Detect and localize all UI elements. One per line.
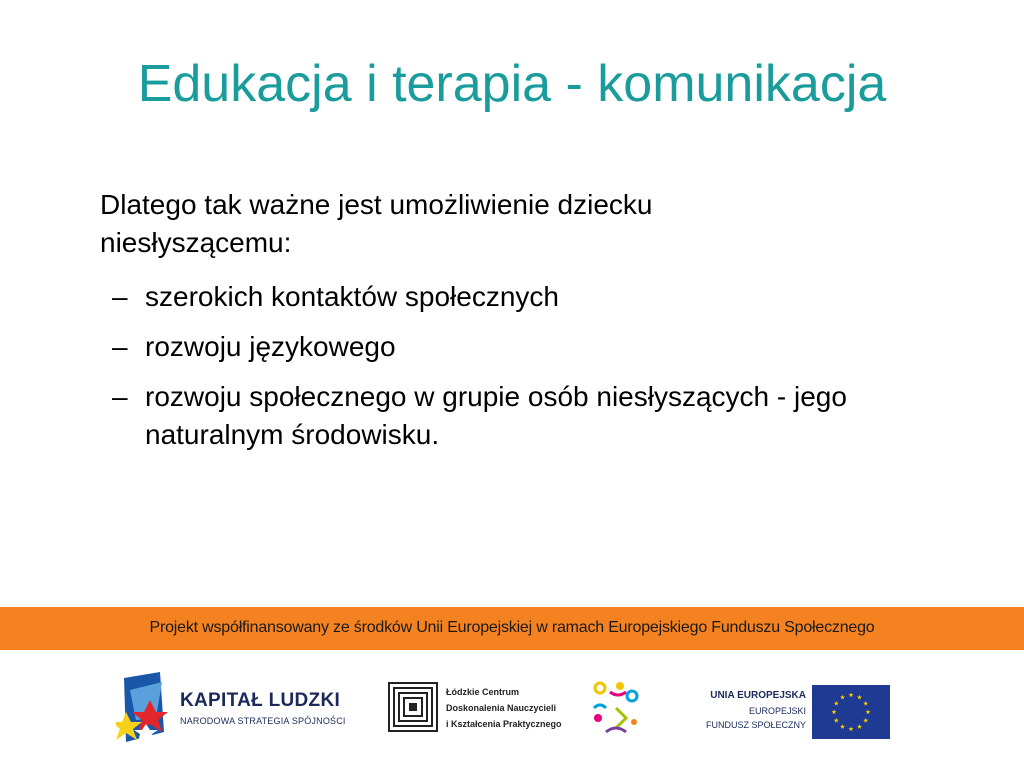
eu-flag-icon [812, 685, 890, 739]
kapital-ludzki-subtitle: NARODOWA STRATEGIA SPÓJNOŚCI [180, 716, 346, 726]
list-item [100, 378, 935, 454]
eu-line1: UNIA EUROPEJSKA [710, 690, 806, 701]
footer-band [0, 607, 1024, 650]
colorful-dots-logo [588, 678, 648, 750]
colorful-dots-logo-icon [588, 678, 648, 742]
bullet-text: rozwoju językowego [145, 331, 396, 362]
lcdnikp-logo [388, 682, 562, 742]
bullet-text: szerokich kontaktów społecznych [145, 281, 559, 312]
logo-strip [0, 650, 1024, 768]
slide-title: Edukacja i terapia - komunikacja [137, 55, 887, 113]
eu-logo [694, 682, 894, 742]
kapital-ludzki-title: KAPITAŁ LUDZKI [180, 690, 341, 711]
list-item [100, 328, 935, 366]
bullet-dash: – [112, 281, 128, 312]
bullet-text: rozwoju społecznego w grupie osób niesłyszących - jego naturalnym środowisku. [145, 381, 847, 450]
kapital-ludzki-star-icon [116, 672, 168, 748]
lead-paragraph: Dlatego tak ważne jest umożliwienie dziecku niesłyszącemu: [100, 189, 653, 258]
footer-text: Projekt współfinansowany ze środków Unii Europejskiej w ramach Europejskiego Funduszu Społecznego [149, 619, 875, 636]
bullet-list [100, 278, 960, 454]
bullet-dash: – [112, 331, 128, 362]
concentric-squares-icon [388, 682, 438, 732]
slide-content [100, 186, 960, 466]
eu-line3: FUNDUSZ SPOŁECZNY [705, 720, 806, 730]
eu-line2: EUROPEJSKI [748, 706, 806, 716]
bullet-dash: – [112, 381, 128, 412]
kapital-ludzki-logo [116, 672, 366, 748]
list-item [100, 278, 935, 316]
lcdnikp-text: Łódzkie Centrum Doskonalenia Nauczycieli i Kształcenia Praktycznego [446, 687, 562, 729]
